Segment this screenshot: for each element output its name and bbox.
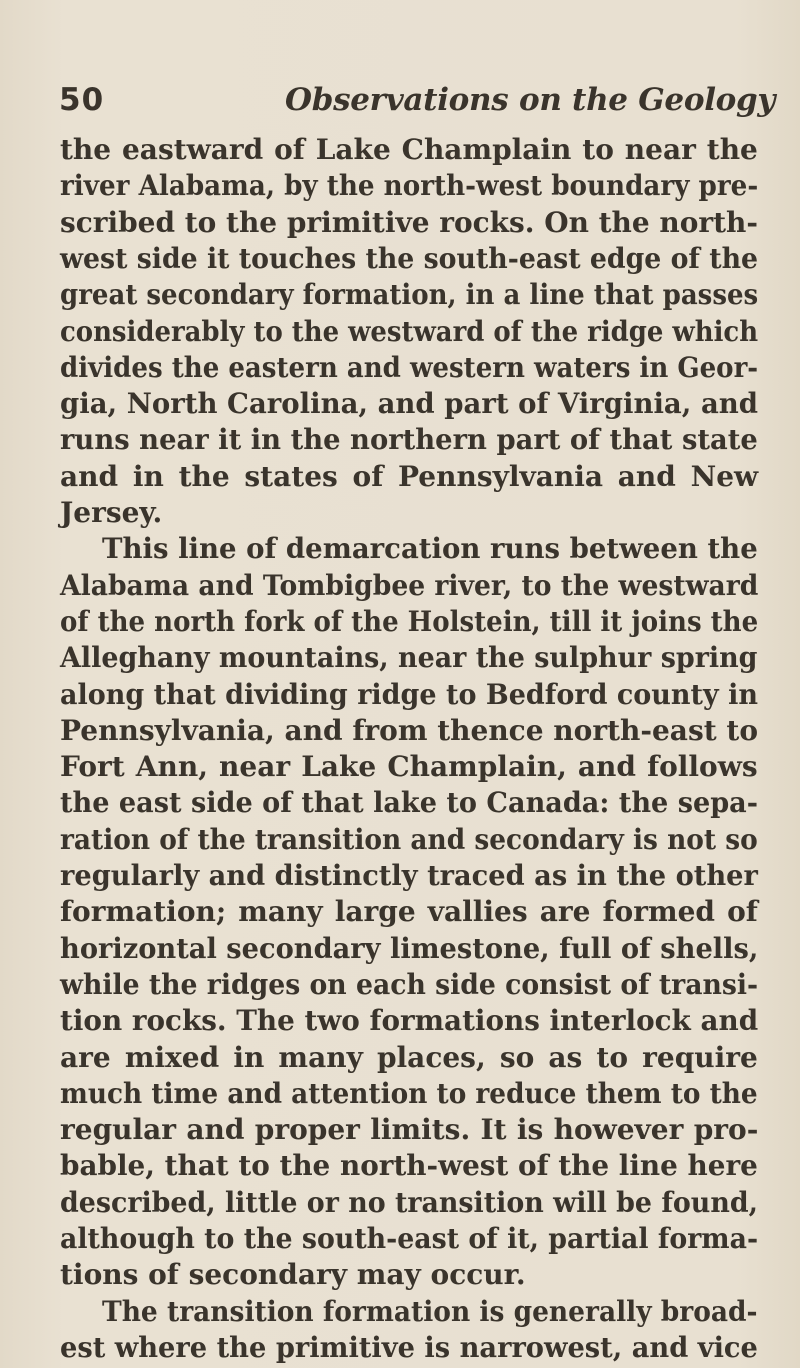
text-line: much time and attention to reduce them to the	[60, 1076, 758, 1110]
text-line: scribed to the primitive rocks. On the north-	[60, 205, 758, 239]
text-line: river Alabama, by the north-west boundary pre-	[60, 169, 759, 203]
text-line: described, little or no transition will be found,	[60, 1185, 758, 1219]
text-line: are mixed in many places, so as to require	[60, 1040, 758, 1074]
text-line: ration of the transition and secondary is not so	[60, 822, 758, 856]
text-line: considerably to the westward of the ridge which	[60, 314, 759, 348]
text-line: while the ridges on each side consist of transi-	[60, 967, 759, 1001]
text-line: regular and proper limits. It is however pro-	[60, 1113, 759, 1147]
text-line: Alleghany mountains, near the sulphur spring	[60, 641, 758, 675]
text-line: formation; many large vallies are formed of	[60, 895, 758, 929]
paragraph-start-line: This line of demarcation runs between the	[102, 532, 758, 566]
page-number: 50	[59, 82, 105, 118]
text-line: and in the states of Pennsylvania and New	[60, 459, 759, 493]
text-line: runs near it in the northern part of that state	[60, 423, 758, 457]
text-line: regularly and distinctly traced as in the other	[60, 859, 758, 892]
text-line: est where the primitive is narrowest, and vice	[60, 1330, 758, 1364]
text-line: gia, North Carolina, and part of Virginia, and	[60, 387, 759, 421]
running-title: Observations on the Geology	[285, 82, 776, 118]
text-line: the east side of that lake to Canada: the sepa-	[60, 786, 759, 820]
text-line: bable, that to the north-west of the line here	[60, 1149, 758, 1183]
text-line: horizontal secondary limestone, full of shells,	[60, 931, 759, 965]
text-line: of the north fork of the Holstein, till it joins the	[60, 604, 759, 638]
text-line: tion rocks. The two formations interlock and	[60, 1004, 759, 1038]
text-line: although to the south-east of it, partial forma-	[60, 1222, 759, 1255]
text-line: tions of secondary may occur.	[60, 1258, 526, 1292]
text-line: Jersey.	[60, 496, 163, 529]
text-line: Alabama and Tombigbee river, to the westward	[60, 568, 759, 602]
text-line: along that dividing ridge to Bedford county in	[60, 677, 758, 711]
text-line: great secondary formation, in a line that passes	[60, 278, 759, 312]
paragraph-start-line: The transition formation is generally broad-	[102, 1294, 758, 1328]
text-line: Fort Ann, near Lake Champlain, and follows	[60, 750, 758, 784]
text-line: Pennsylvania, and from thence north-east to	[60, 713, 759, 747]
page-header	[59, 78, 776, 128]
text-line: the eastward of Lake Champlain to near the	[60, 133, 758, 166]
text-line: divides the eastern and western waters in Geor-	[60, 350, 759, 384]
text-line: west side it touches the south-east edge of the	[60, 241, 759, 275]
